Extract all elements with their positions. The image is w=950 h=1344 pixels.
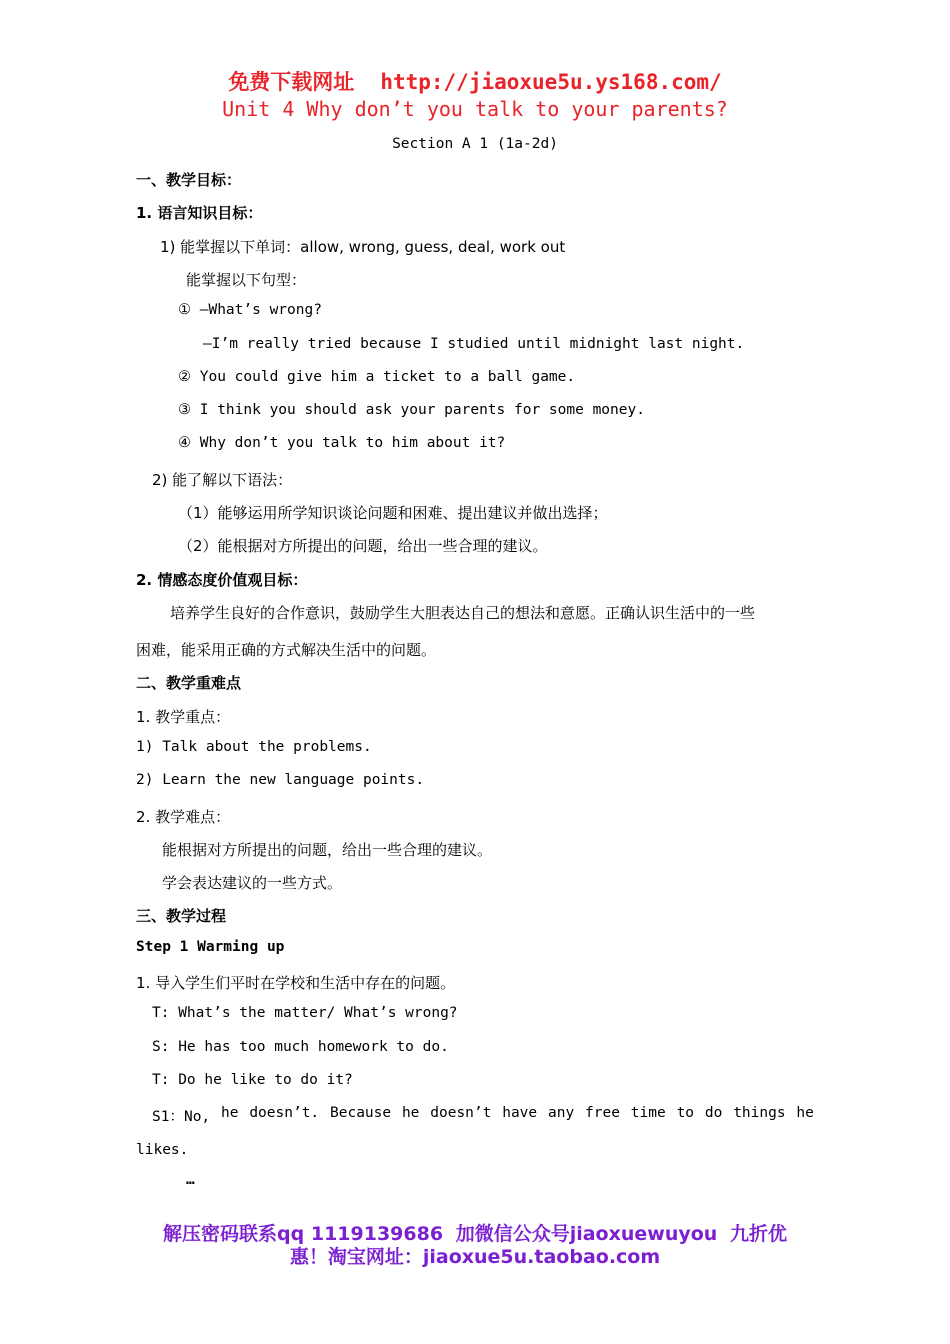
- step-1-intro: 1. 导入学生们平时在学校和生活中存在的问题。: [136, 974, 456, 992]
- pattern-2: ② You could give him a ticket to a ball game.: [178, 369, 576, 385]
- key-point-2: 2) Learn the new language points.: [136, 772, 425, 788]
- key-points-label: 1. 教学重点：: [136, 708, 231, 726]
- word: do: [704, 1105, 723, 1121]
- ellipsis: …: [186, 1172, 195, 1188]
- difficulty-1: 能根据对方所提出的问题，给出一些合理的建议。: [162, 841, 493, 859]
- patterns-line: 能掌握以下句型：: [186, 271, 307, 289]
- word: he: [796, 1105, 814, 1121]
- dialogue-student-2-cont: likes.: [136, 1142, 189, 1158]
- pattern-4: ④ Why don’t you talk to him about it?: [178, 435, 506, 451]
- download-label: 免费下载网址: [228, 70, 355, 94]
- subheading-attitude: 2. 情感态度价值观目标：: [136, 571, 308, 589]
- word: to: [676, 1105, 695, 1121]
- step-1-heading: Step 1 Warming up: [136, 939, 285, 955]
- download-url[interactable]: http://jiaoxue5u.ys168.com/: [380, 70, 722, 94]
- word: have: [502, 1105, 538, 1121]
- difficulties-label: 2. 教学难点：: [136, 808, 231, 826]
- section-heading-process: 三、教学过程: [136, 907, 227, 925]
- dialogue-student-1: S: He has too much homework to do.: [152, 1039, 449, 1055]
- section-heading-objectives: 一、教学目标：: [136, 171, 242, 189]
- footer-wechat-id: jiaoxuewuyou: [569, 1223, 718, 1245]
- word: things: [733, 1105, 786, 1121]
- subheading-knowledge: 1. 语言知识目标：: [136, 204, 263, 222]
- download-banner: [0, 66, 950, 96]
- grammar-item-2: （2）能根据对方所提出的问题，给出一些合理的建议。: [178, 537, 548, 555]
- footer-taobao-url[interactable]: jiaoxue5u.taobao.com: [422, 1246, 661, 1268]
- footer-taobao-label: 惠！淘宝网址：: [289, 1246, 423, 1268]
- word: doesn’t.: [249, 1105, 320, 1121]
- footer-qq: qq 1119139686: [277, 1223, 444, 1245]
- word: any: [547, 1105, 575, 1121]
- word: doesn’t: [430, 1105, 492, 1121]
- difficulty-2: 学会表达建议的一些方式。: [162, 874, 343, 892]
- pattern-1-reply: —I’m really tried because I studied until midnight last night.: [203, 336, 745, 352]
- dialogue-teacher-2: T: Do he like to do it?: [152, 1072, 353, 1088]
- footer-line-2: [0, 1242, 950, 1269]
- footer-discount-start: 九折优: [729, 1223, 787, 1245]
- dialogue-teacher-1: T: What’s the matter/ What’s wrong?: [152, 1005, 458, 1021]
- word: time: [630, 1105, 666, 1121]
- dialogue-student-2: [152, 1105, 814, 1126]
- word: he: [401, 1105, 420, 1121]
- word: he: [221, 1105, 239, 1121]
- attitude-line-2: 困难，能采用正确的方式解决生活中的问题。: [136, 641, 437, 659]
- pattern-1: ① —What’s wrong?: [178, 302, 322, 318]
- word: S1：No,: [152, 1109, 211, 1125]
- lesson-subtitle: Section A 1 (1a-2d): [392, 136, 558, 152]
- section-heading-key-points: 二、教学重难点: [136, 674, 242, 692]
- word: Because: [330, 1105, 392, 1121]
- grammar-item-1: （1）能够运用所学知识谈论问题和困难、提出建议并做出选择；: [178, 504, 608, 522]
- lesson-title: Unit 4 Why don’t you talk to your parents?: [222, 97, 728, 121]
- footer-wechat-label: 加微信公众号: [455, 1223, 570, 1245]
- pattern-3: ③ I think you should ask your parents for some money.: [178, 402, 645, 418]
- vocab-line: 1) 能掌握以下单词：allow, wrong, guess, deal, work out: [160, 238, 566, 256]
- grammar-line: 2) 能了解以下语法：: [152, 471, 293, 489]
- attitude-line-1: 培养学生良好的合作意识，鼓励学生大胆表达自己的想法和意愿。正确认识生活中的一些: [170, 604, 756, 622]
- key-point-1: 1) Talk about the problems.: [136, 739, 372, 755]
- word: free: [585, 1105, 620, 1121]
- footer-password-label: 解压密码联系: [163, 1223, 278, 1245]
